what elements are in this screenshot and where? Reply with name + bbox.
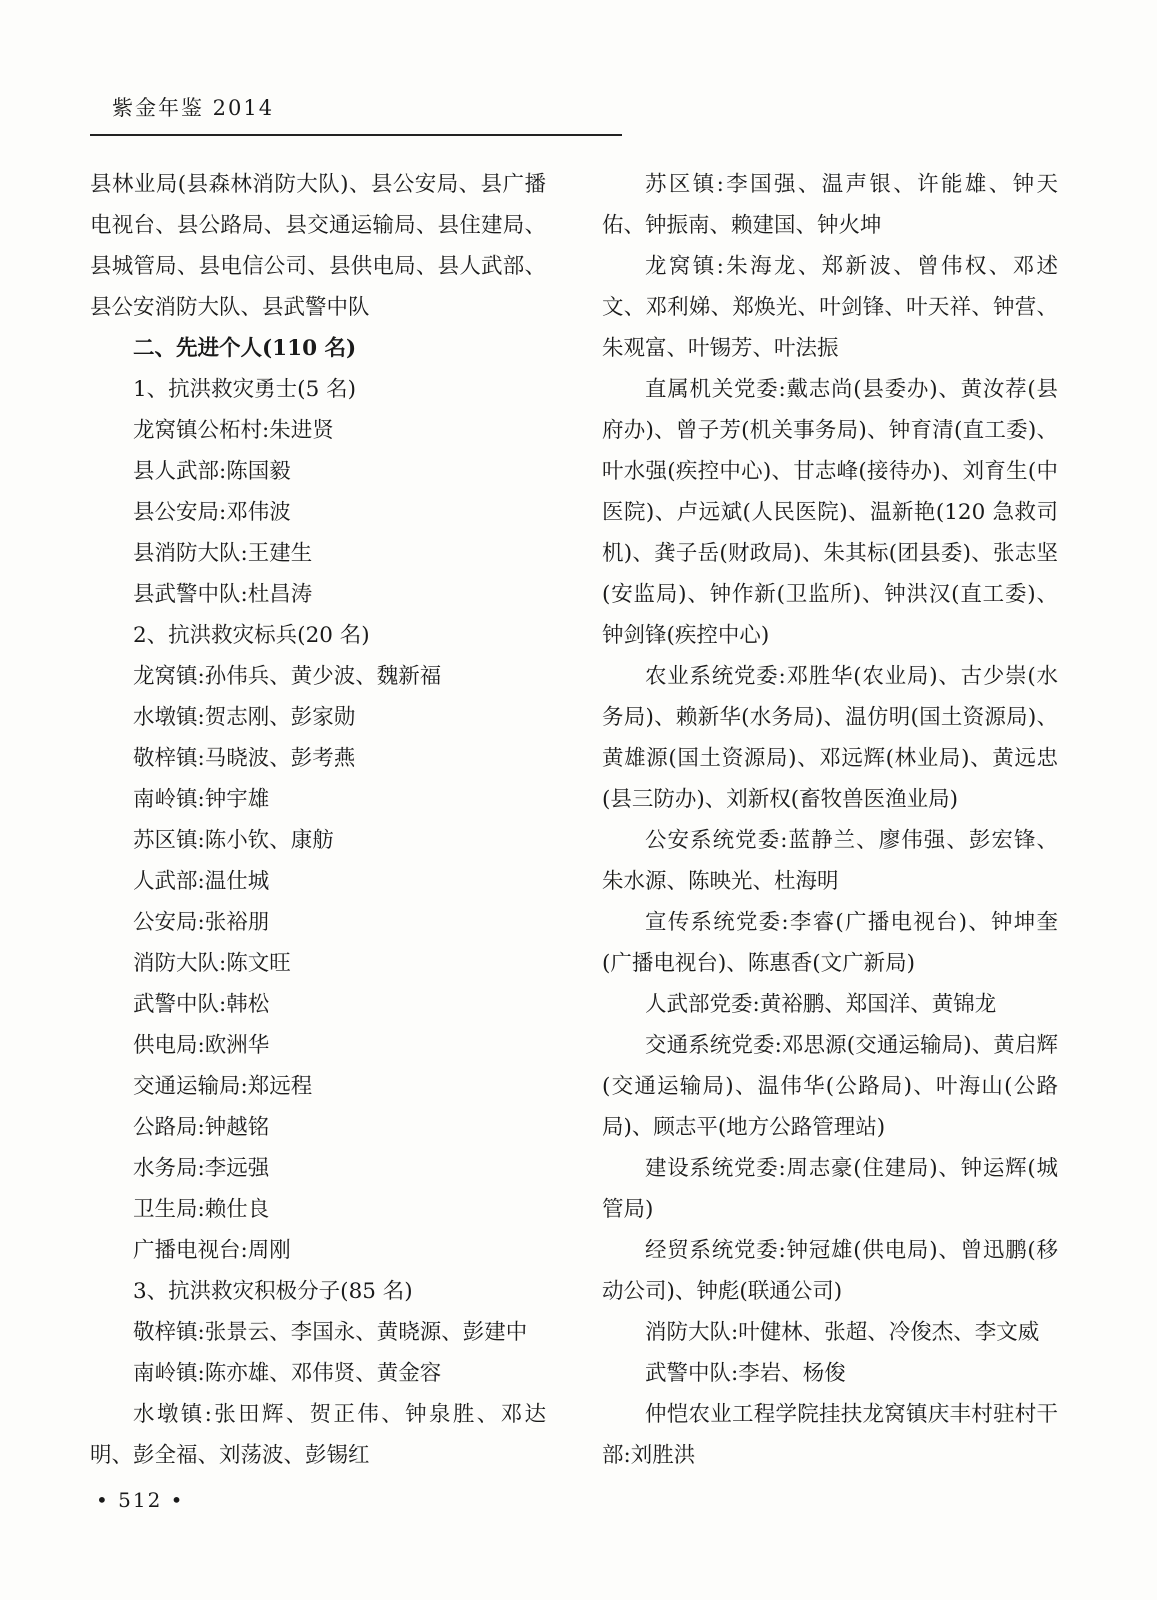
paragraph: 水墩镇:贺志刚、彭家勋 (133, 705, 356, 730)
paragraph: 消防大队:叶健林、张超、冷俊杰、李文威 (645, 1320, 1040, 1345)
paragraph: 县消防大队:王建生 (133, 541, 313, 566)
paragraph: 龙窝镇:朱海龙、郑新波、曾伟权、邓述文、邓利娣、郑焕光、叶剑锋、叶天祥、钟营、朱观富、叶锡芳、叶法振 (602, 254, 1058, 361)
paragraph: 龙窝镇公柘村:朱进贤 (133, 418, 334, 443)
paragraph: 武警中队:李岩、杨俊 (645, 1361, 846, 1386)
paragraph: 南岭镇:钟宇雄 (133, 787, 270, 812)
paragraph: 二、先进个人(110 名) (133, 336, 357, 361)
paragraph: 1、抗洪救灾勇士(5 名) (133, 377, 356, 402)
paragraph: 县人武部:陈国毅 (133, 459, 291, 484)
paragraph: 水墩镇:张田辉、贺正伟、钟泉胜、邓达明、彭全福、刘荡波、彭锡红 (90, 1402, 546, 1468)
paragraph: 公安局:张裕朋 (133, 910, 270, 935)
paragraph: 苏区镇:陈小钦、康舫 (133, 828, 334, 853)
paragraph: 卫生局:赖仕良 (133, 1197, 270, 1222)
paragraph: 龙窝镇:孙伟兵、黄少波、魏新福 (133, 664, 442, 689)
paragraph: 消防大队:陈文旺 (133, 951, 291, 976)
paragraph: 农业系统党委:邓胜华(农业局)、古少崇(水务局)、赖新华(水务局)、温仿明(国土资源局)、黄雄源(国土资源局)、邓远辉(林业局)、黄远忠(县三防办)、刘新权(畜牧兽医渔业局) (602, 664, 1058, 812)
paragraph: 直属机关党委:戴志尚(县委办)、黄汝荐(县府办)、曾子芳(机关事务局)、钟育清(直工委)、叶水强(疾控中心)、甘志峰(接待办)、刘育生(中医院)、卢远斌(人民医院)、温新艳(120 急救司机)、龚子岳(财政局)、朱其标(团县委)、张志坚(安监局)、钟作新(卫监所)、钟洪汉(直工委)、钟剑锋(疾控中心) (602, 377, 1058, 648)
header-rule (90, 134, 622, 136)
paragraph: 供电局:欧洲华 (133, 1033, 270, 1058)
paragraph: 建设系统党委:周志豪(住建局)、钟运辉(城管局) (602, 1156, 1058, 1222)
paragraph: 宣传系统党委:李睿(广播电视台)、钟坤奎(广播电视台)、陈惠香(文广新局) (602, 910, 1058, 976)
paragraph: 人武部党委:黄裕鹏、郑国洋、黄锦龙 (645, 992, 997, 1017)
right-column (602, 164, 1058, 1476)
running-header: 紫金年鉴 2014 (112, 96, 275, 120)
paragraph: 2、抗洪救灾标兵(20 名) (133, 623, 370, 648)
paragraph: 3、抗洪救灾积极分子(85 名) (133, 1279, 413, 1304)
paragraph: 水务局:李远强 (133, 1156, 270, 1181)
page-number: • 512 • (96, 1488, 185, 1512)
paragraph: 敬梓镇:马晓波、彭考燕 (133, 746, 356, 771)
paragraph: 公安系统党委:蓝静兰、廖伟强、彭宏锋、朱水源、陈映光、杜海明 (602, 828, 1058, 894)
paragraph: 公路局:钟越铭 (133, 1115, 270, 1140)
paragraph: 仲恺农业工程学院挂扶龙窝镇庆丰村驻村干部:刘胜洪 (602, 1402, 1058, 1468)
paragraph: 县武警中队:杜昌涛 (133, 582, 313, 607)
paragraph: 广播电视台:周刚 (133, 1238, 291, 1263)
left-column (90, 164, 546, 1476)
paragraph: 苏区镇:李国强、温声银、许能雄、钟天佑、钟振南、赖建国、钟火坤 (602, 172, 1058, 238)
paragraph: 县林业局(县森林消防大队)、县公安局、县广播电视台、县公路局、县交通运输局、县住建局、县城管局、县电信公司、县供电局、县人武部、县公安消防大队、县武警中队 (90, 172, 546, 320)
paragraph: 县公安局:邓伟波 (133, 500, 291, 525)
paragraph: 武警中队:韩松 (133, 992, 270, 1017)
paragraph: 南岭镇:陈亦雄、邓伟贤、黄金容 (133, 1361, 442, 1386)
paragraph: 敬梓镇:张景云、李国永、黄晓源、彭建中 (133, 1320, 528, 1345)
paragraph: 交通运输局:郑远程 (133, 1074, 313, 1099)
paragraph: 人武部:温仕城 (133, 869, 270, 894)
paragraph: 交通系统党委:邓思源(交通运输局)、黄启辉(交通运输局)、温伟华(公路局)、叶海山(公路局)、顾志平(地方公路管理站) (602, 1033, 1058, 1140)
paragraph: 经贸系统党委:钟冠雄(供电局)、曾迅鹏(移动公司)、钟彪(联通公司) (602, 1238, 1058, 1304)
